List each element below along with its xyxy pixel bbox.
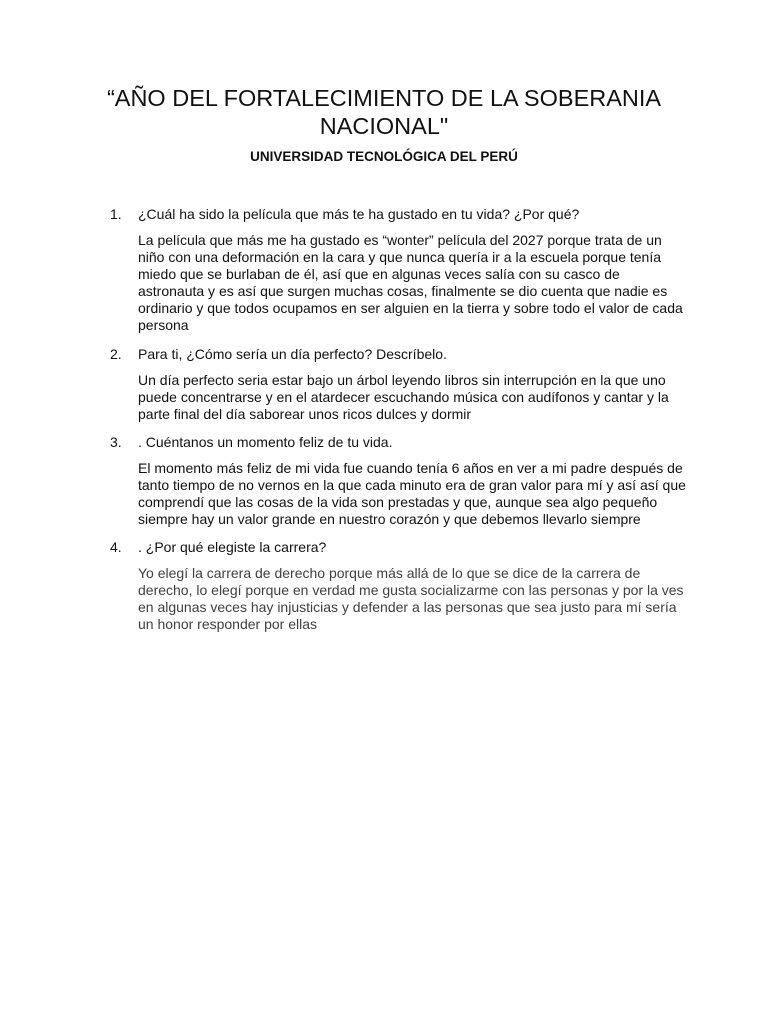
document-title: “AÑO DEL FORTALECIMIENTO DE LA SOBERANIA NACIONAL"	[106, 85, 662, 139]
question-row	[110, 434, 688, 451]
answer-text: Yo elegí la carrera de derecho porque más allá de lo que se dice de la carrera de derecho, lo elegí porque en verdad me gusta socializarme con las personas y por la ves en algunas veces hay injusticias y defender a las personas que sea justo para mí sería un honor responder por ellas	[138, 565, 684, 632]
answer-text: El momento más feliz de mi vida fue cuando tenía 6 años en ver a mi padre después de tanto tiempo de no vernos en la que cada minuto era de gran valor para mí y así así que comprendí que las cosas de la vida son prestadas y que, aunque sea algo pequeño siempre hay un valor grande en nuestro corazón y que debemos llevarlo siempre	[138, 460, 686, 527]
question-row	[110, 206, 688, 223]
question-number: 2.	[110, 346, 122, 362]
question-item-1	[110, 206, 688, 334]
question-row	[110, 346, 688, 363]
question-text: . ¿Por qué elegiste la carrera?	[138, 539, 327, 555]
question-number: 4.	[110, 539, 122, 555]
question-item-3	[110, 434, 688, 528]
question-item-2	[110, 346, 688, 423]
question-list	[110, 206, 688, 633]
answer-text: Un día perfecto seria estar bajo un árbol leyendo libros sin interrupción en la que uno puede concentrarse y en el atardecer escuchando música con audífonos y cantar y la parte final del día saborear unos ricos dulces y dormir	[138, 372, 669, 422]
question-item-4	[110, 539, 688, 633]
question-row	[110, 539, 688, 556]
question-text: Para ti, ¿Cómo sería un día perfecto? Descríbelo.	[138, 346, 447, 362]
document-subtitle: UNIVERSIDAD TECNOLÓGICA DEL PERÚ	[250, 149, 518, 164]
question-text: . Cuéntanos un momento feliz de tu vida.	[138, 434, 393, 450]
answer-text: La película que más me ha gustado es “wonter” película del 2027 porque trata de un niño con una deformación en la cara y que nunca quería ir a la escuela porque tenía miedo que se burlaban de él, así que en algunas veces salía con su casco de astronauta y es así que surgen muchas cosas, finalmente se dio cuenta que nadie es ordinario y que todos ocupamos en ser alguien en la tierra y sobre todo el valor de cada persona	[138, 232, 683, 333]
question-number: 1.	[110, 206, 122, 222]
question-text: ¿Cuál ha sido la película que más te ha gustado en tu vida? ¿Por qué?	[138, 206, 580, 222]
question-number: 3.	[110, 434, 122, 450]
